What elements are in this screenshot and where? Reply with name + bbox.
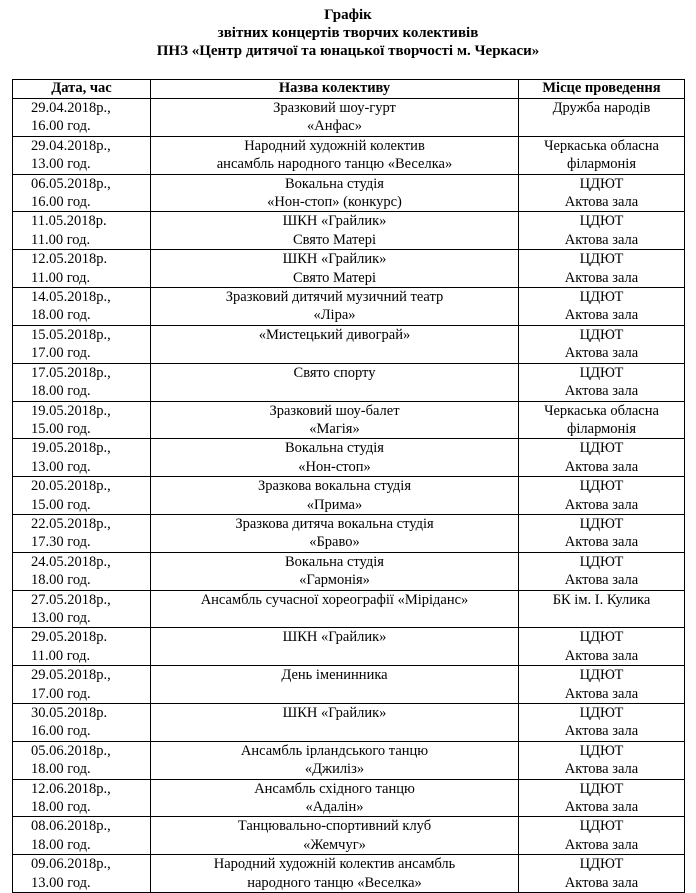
document-header (0, 0, 696, 60)
place-cell-line: ЦДЮТ (579, 175, 624, 192)
place-cell (519, 704, 685, 742)
name-cell-line: Ансамбль східного танцю (254, 780, 415, 797)
place-cell (519, 250, 685, 288)
date-cell-line: 16.00 год. (31, 194, 91, 211)
date-cell-line: 30.05.2018р. (31, 705, 108, 721)
table-row (13, 779, 685, 817)
date-cell-line: 18.00 год. (31, 836, 91, 853)
date-cell (13, 477, 151, 515)
name-cell-line: «Прима» (306, 496, 363, 513)
table-row (13, 325, 685, 363)
date-cell-line: 17.05.2018р., (31, 364, 111, 381)
date-cell (13, 250, 151, 288)
place-cell-line: ЦДЮТ (579, 515, 624, 532)
place-cell (519, 779, 685, 817)
place-cell-line: ЦДЮТ (579, 364, 624, 381)
table-header-row (13, 80, 685, 99)
name-cell (151, 704, 519, 742)
table-row (13, 136, 685, 174)
name-cell-line: Свято спорту (293, 364, 376, 381)
place-cell (519, 288, 685, 326)
place-cell-line: Дружба народів (552, 100, 651, 116)
place-cell-line: Актова зала (564, 458, 639, 475)
place-cell-line: БК ім. І. Кулика (552, 591, 651, 608)
name-cell-line: Зразкова вокальна студія (257, 478, 411, 495)
date-cell-line: 08.06.2018р., (31, 818, 111, 835)
date-cell-line: 22.05.2018р., (31, 515, 111, 532)
date-cell (13, 590, 151, 628)
name-cell (151, 666, 519, 704)
name-cell-line: Зразковий шоу-гурт (273, 100, 396, 116)
place-cell-line: ЦДЮТ (579, 440, 624, 457)
place-cell-line: Актова зала (564, 799, 639, 816)
place-cell-line: Черкаська обласна (544, 137, 659, 154)
date-cell-line: 11.05.2018р. (31, 213, 107, 230)
name-cell-line: «Мистецький дивограй» (258, 326, 411, 343)
table-row (13, 590, 685, 628)
place-cell-line: ЦДЮТ (579, 780, 624, 797)
table-row (13, 741, 685, 779)
date-cell (13, 401, 151, 439)
date-cell-line: 27.05.2018р., (31, 591, 111, 608)
name-cell (151, 779, 519, 817)
name-cell-line: Зразковий дитячий музичний театр (225, 289, 444, 306)
date-cell-line: 19.05.2018р., (31, 402, 111, 419)
date-cell-line: 18.00 год. (31, 799, 91, 816)
place-cell-line: ЦДЮТ (579, 553, 624, 570)
place-cell (519, 439, 685, 477)
date-cell-line: 06.05.2018р., (31, 175, 111, 192)
document-title: Графік (324, 7, 372, 23)
name-cell (151, 477, 519, 515)
date-cell (13, 288, 151, 326)
place-cell-line: Актова зала (564, 269, 639, 286)
table-row (13, 174, 685, 212)
table-row (13, 477, 685, 515)
name-cell (151, 99, 519, 137)
date-cell-line: 13.00 год. (31, 458, 91, 475)
name-cell-line: Вокальна студія (285, 553, 384, 570)
date-cell (13, 174, 151, 212)
date-cell-line: 29.05.2018р., (31, 667, 111, 684)
name-cell-line: Народний художній колектив ансамбль (213, 856, 456, 873)
place-cell-line: Актова зала (564, 383, 639, 400)
place-cell (519, 628, 685, 666)
column-header-name: Назва колективу (151, 80, 519, 99)
name-cell (151, 552, 519, 590)
place-cell-line: ЦДЮТ (579, 818, 624, 835)
name-cell-line: Свято Матері (292, 231, 377, 248)
date-cell-line: 09.06.2018р., (31, 856, 111, 873)
table-row (13, 288, 685, 326)
name-cell-line: Зразковий шоу-балет (269, 402, 400, 419)
name-cell-line: «Жемчуг» (303, 836, 366, 853)
name-cell-line: День іменинника (281, 667, 388, 684)
name-cell (151, 401, 519, 439)
name-cell-line: «Магія» (309, 420, 360, 437)
name-cell (151, 136, 519, 174)
place-cell (519, 477, 685, 515)
date-cell-line: 16.00 год. (31, 723, 91, 740)
name-cell-line: «Ліра» (313, 307, 356, 324)
date-cell (13, 136, 151, 174)
name-cell-line: «Джиліз» (304, 761, 365, 778)
name-cell-line: Ансамбль сучасної хореографії «Міріданс» (200, 591, 469, 608)
name-cell (151, 174, 519, 212)
date-cell-line: 11.00 год. (31, 269, 91, 286)
name-cell-line: Свято Матері (292, 269, 377, 286)
place-cell-line: ЦДЮТ (579, 289, 624, 306)
name-cell-line: «Браво» (309, 534, 360, 551)
date-cell-line: 13.00 год. (31, 874, 91, 891)
place-cell (519, 174, 685, 212)
column-header-date: Дата, час (13, 80, 151, 99)
place-cell-line: філармонія (566, 156, 636, 173)
place-cell-line: Черкаська обласна (544, 402, 659, 419)
date-cell (13, 666, 151, 704)
date-cell-line: 05.06.2018р., (31, 742, 111, 759)
place-cell-line: Актова зала (564, 496, 639, 513)
name-cell (151, 325, 519, 363)
name-cell (151, 590, 519, 628)
place-cell-line: Актова зала (564, 231, 639, 248)
place-cell-line: Актова зала (564, 685, 639, 702)
date-cell-line: 13.00 год. (31, 609, 91, 626)
place-cell-line: ЦДЮТ (579, 251, 624, 268)
place-cell (519, 590, 685, 628)
date-cell-line: 14.05.2018р., (31, 289, 111, 306)
date-cell-line: 11.00 год. (31, 647, 91, 664)
place-cell (519, 401, 685, 439)
date-cell-line: 15.05.2018р., (31, 326, 111, 343)
place-cell (519, 325, 685, 363)
table-row (13, 99, 685, 137)
date-cell-line: 17.30 год. (31, 534, 91, 551)
date-cell-line: 29.05.2018р. (31, 629, 108, 646)
table-row (13, 212, 685, 250)
schedule-table (12, 79, 685, 893)
date-cell-line: 29.04.2018р., (31, 137, 111, 154)
place-cell-line: Актова зала (564, 194, 639, 211)
date-cell-line: 19.05.2018р., (31, 440, 111, 457)
date-cell (13, 363, 151, 401)
organization-name: ПНЗ «Центр дитячої та юнацької творчості м. Черкаси» (156, 43, 540, 59)
date-cell (13, 741, 151, 779)
date-cell-line: 11.00 год. (31, 231, 91, 248)
name-cell (151, 212, 519, 250)
date-cell (13, 817, 151, 855)
place-cell-line: ЦДЮТ (579, 629, 624, 646)
table-row (13, 628, 685, 666)
place-cell-line: ЦДЮТ (579, 742, 624, 759)
date-cell-line: 15.00 год. (31, 496, 91, 513)
date-cell (13, 99, 151, 137)
place-cell-line: Актова зала (564, 761, 639, 778)
name-cell-line: «Анфас» (307, 118, 362, 135)
date-cell (13, 704, 151, 742)
name-cell-line: Вокальна студія (285, 175, 384, 192)
date-cell-line: 16.00 год. (31, 118, 91, 135)
name-cell-line: «Гармонія» (299, 572, 370, 589)
place-cell-line: ЦДЮТ (579, 856, 624, 873)
name-cell-line: Вокальна студія (285, 440, 384, 457)
place-cell (519, 666, 685, 704)
place-cell-line: Актова зала (564, 723, 639, 740)
date-cell (13, 855, 151, 893)
place-cell-line: ЦДЮТ (579, 705, 624, 721)
place-cell-line: ЦДЮТ (579, 478, 624, 495)
date-cell-line: 12.05.2018р. (31, 251, 108, 268)
date-cell-line: 20.05.2018р., (31, 478, 111, 495)
name-cell-line: ШКН «Грайлик» (282, 251, 387, 268)
name-cell-line: «Нон-стоп» (298, 458, 371, 475)
name-cell (151, 288, 519, 326)
date-cell-line: 15.00 год. (31, 420, 91, 437)
name-cell (151, 514, 519, 552)
table-row (13, 552, 685, 590)
date-cell (13, 628, 151, 666)
date-cell-line: 12.06.2018р., (31, 780, 111, 797)
date-cell (13, 212, 151, 250)
date-cell-line: 13.00 год. (31, 156, 91, 173)
name-cell (151, 855, 519, 893)
table-row (13, 514, 685, 552)
date-cell-line: 18.00 год. (31, 572, 91, 589)
date-cell (13, 779, 151, 817)
place-cell (519, 817, 685, 855)
name-cell-line: «Адалін» (305, 799, 364, 816)
date-cell (13, 325, 151, 363)
table-row (13, 855, 685, 893)
name-cell-line: Танцювально-спортивний клуб (237, 818, 432, 835)
date-cell-line: 18.00 год. (31, 383, 91, 400)
table-row (13, 817, 685, 855)
place-cell-line: Актова зала (564, 874, 639, 891)
table-row (13, 439, 685, 477)
place-cell-line: ЦДЮТ (579, 667, 624, 684)
name-cell-line: народного танцю «Веселка» (247, 874, 422, 891)
date-cell-line: 24.05.2018р., (31, 553, 111, 570)
place-cell-line: Актова зала (564, 307, 639, 324)
date-cell-line: 29.04.2018р., (31, 100, 111, 116)
date-cell-line: 17.00 год. (31, 345, 91, 362)
place-cell-line: Актова зала (564, 572, 639, 589)
table-row (13, 666, 685, 704)
name-cell (151, 363, 519, 401)
name-cell (151, 741, 519, 779)
name-cell-line: ШКН «Грайлик» (282, 629, 387, 646)
place-cell (519, 212, 685, 250)
name-cell-line: Зразкова дитяча вокальна студія (235, 515, 434, 532)
place-cell-line: Актова зала (564, 836, 639, 853)
name-cell-line: ансамбль народного танцю «Веселка» (216, 156, 453, 173)
place-cell (519, 99, 685, 137)
place-cell (519, 855, 685, 893)
place-cell (519, 552, 685, 590)
place-cell (519, 363, 685, 401)
name-cell (151, 817, 519, 855)
place-cell-line: філармонія (566, 420, 636, 437)
name-cell-line: ШКН «Грайлик» (282, 705, 387, 721)
name-cell (151, 439, 519, 477)
table-row (13, 401, 685, 439)
table-row (13, 363, 685, 401)
name-cell-line: «Нон-стоп» (конкурс) (267, 194, 402, 211)
table-row (13, 250, 685, 288)
name-cell (151, 628, 519, 666)
date-cell (13, 552, 151, 590)
date-cell (13, 514, 151, 552)
place-cell-line: ЦДЮТ (579, 326, 624, 343)
place-cell-line: Актова зала (564, 345, 639, 362)
name-cell-line: Ансамбль ірландського танцю (240, 742, 429, 759)
name-cell (151, 250, 519, 288)
column-header-place: Місце проведення (519, 80, 685, 99)
date-cell (13, 439, 151, 477)
document-subtitle: звітних концертів творчих колективів (217, 25, 479, 41)
place-cell (519, 514, 685, 552)
date-cell-line: 17.00 год. (31, 685, 91, 702)
date-cell-line: 18.00 год. (31, 761, 91, 778)
place-cell (519, 136, 685, 174)
name-cell-line: ШКН «Грайлик» (282, 213, 387, 230)
name-cell-line: Народний художній колектив (244, 137, 425, 154)
place-cell-line: Актова зала (564, 647, 639, 664)
place-cell-line: ЦДЮТ (579, 213, 624, 230)
place-cell (519, 741, 685, 779)
date-cell-line: 18.00 год. (31, 307, 91, 324)
table-row (13, 704, 685, 742)
place-cell-line: Актова зала (564, 534, 639, 551)
